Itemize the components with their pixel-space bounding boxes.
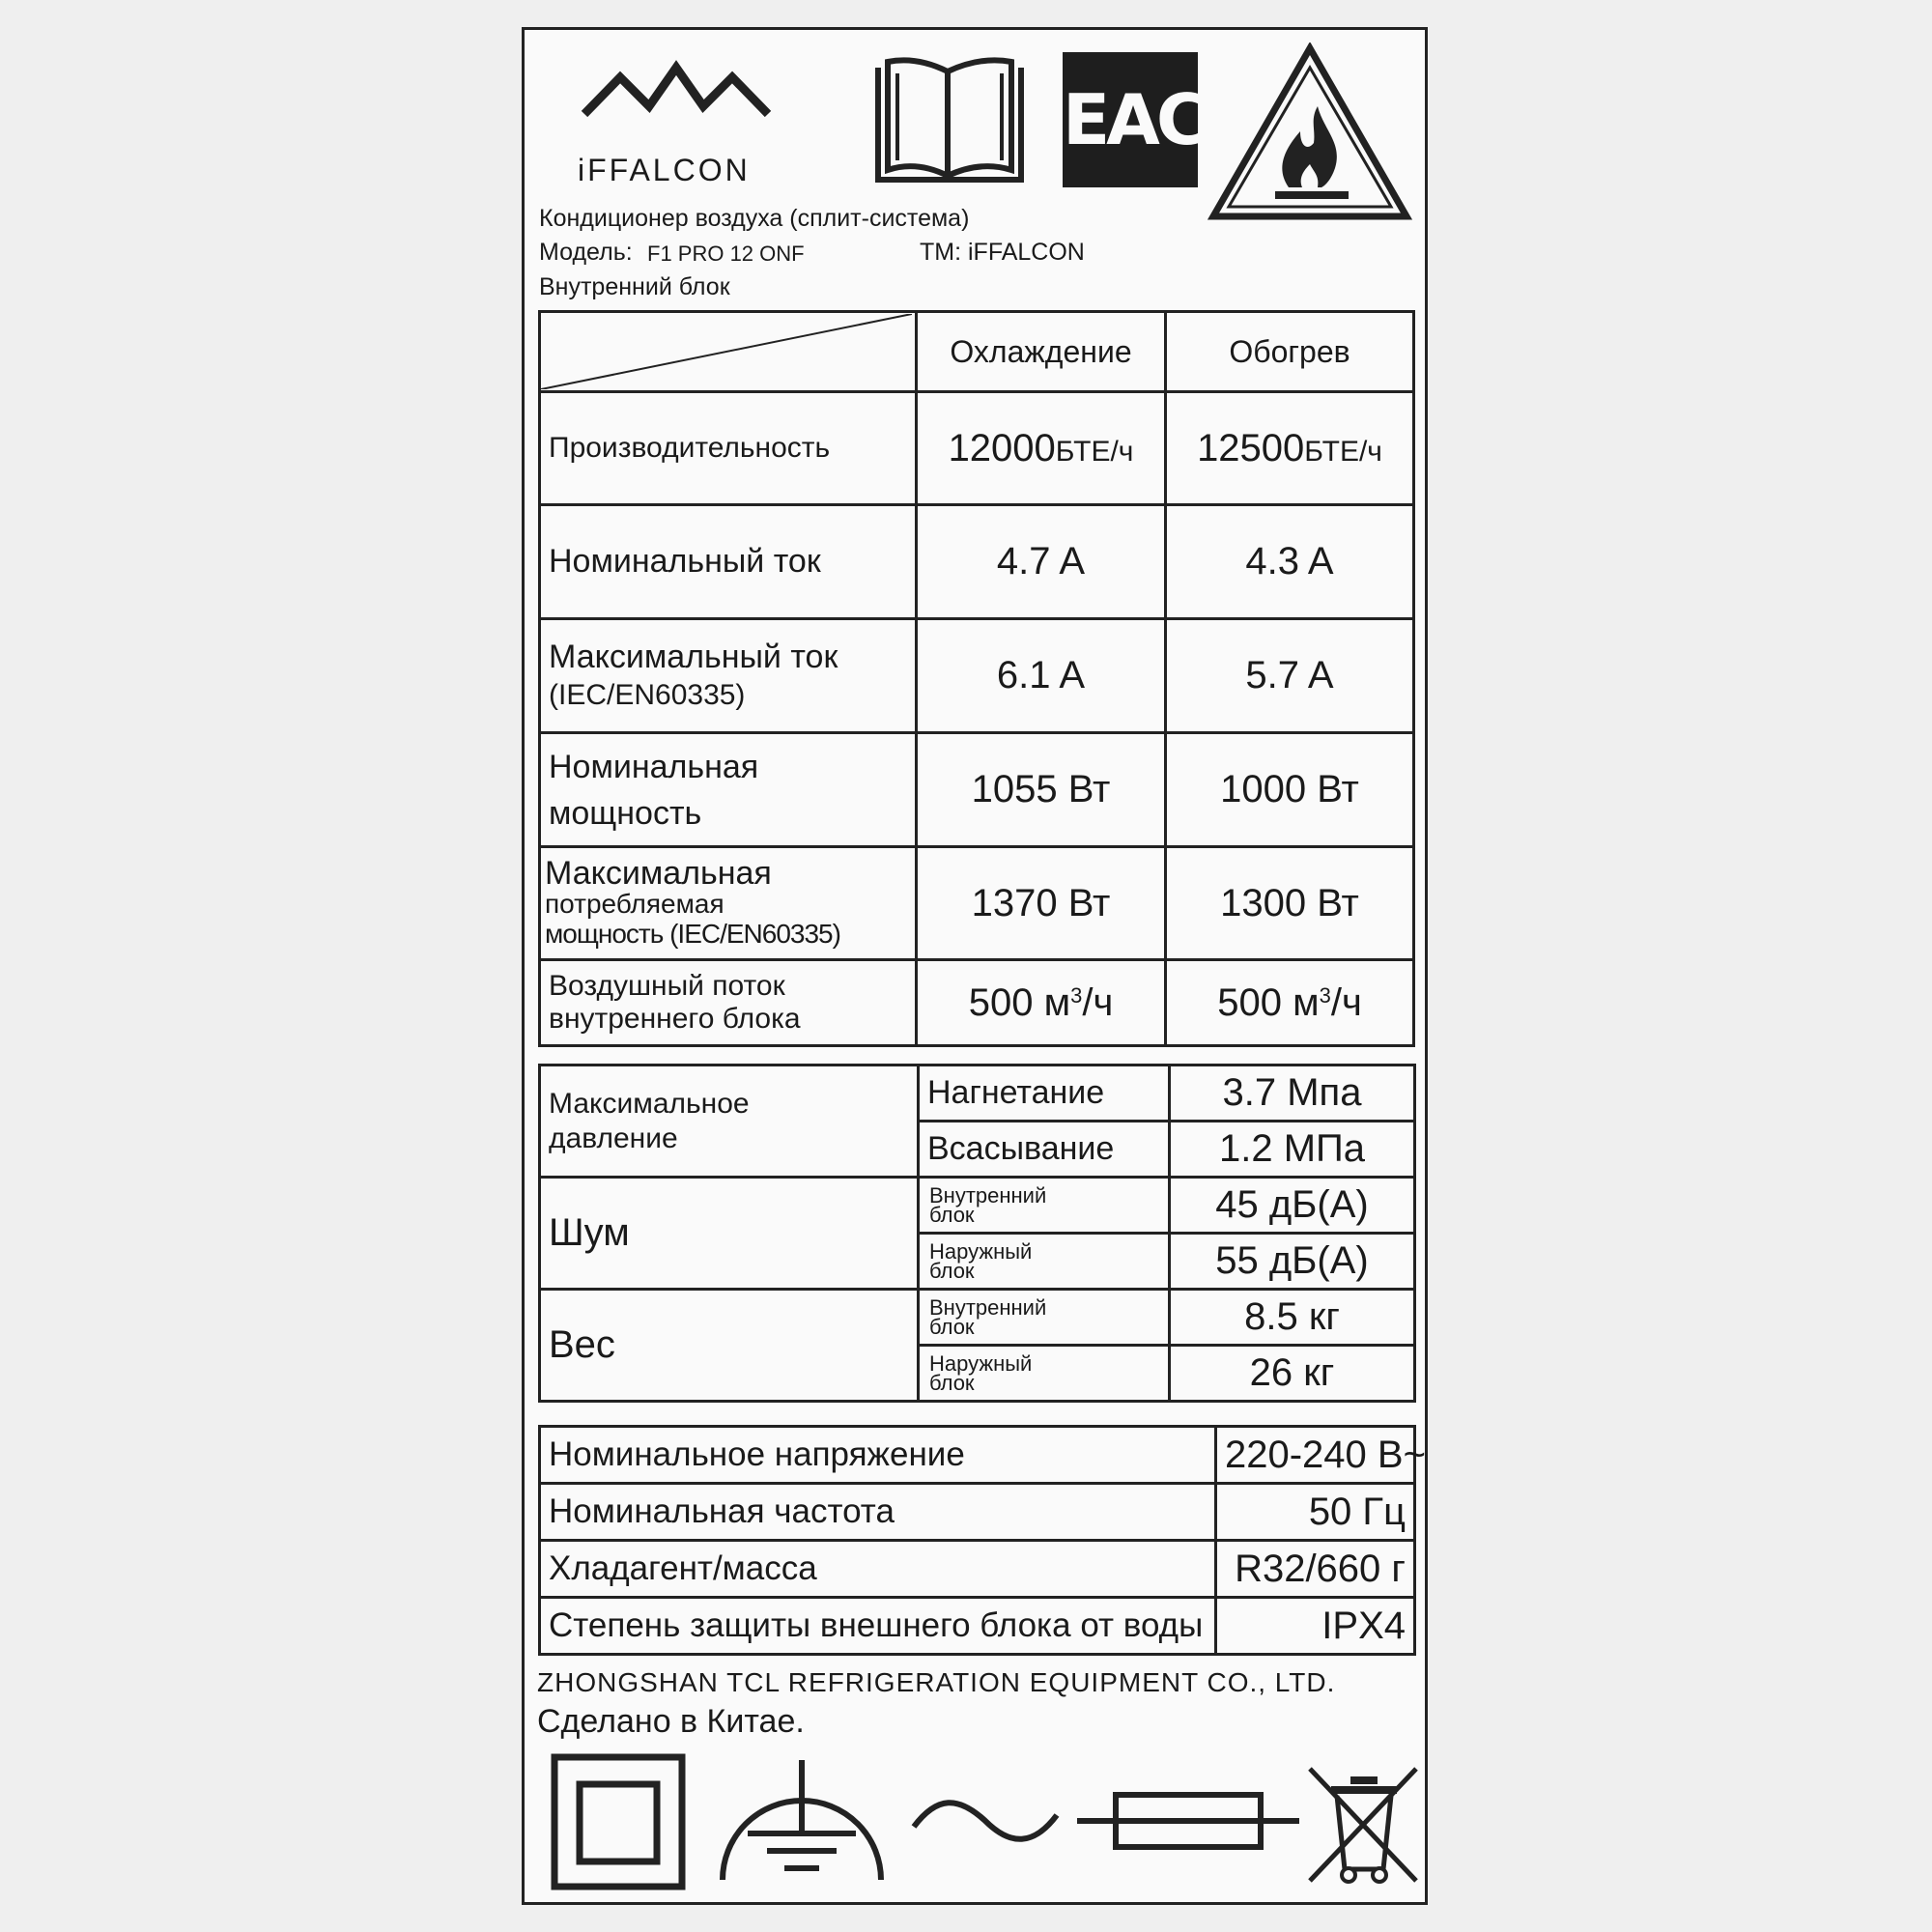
table-row — [540, 1290, 1415, 1346]
outdoor-unit-label: Наружный блок — [919, 1346, 1170, 1402]
discharge-label: Нагнетание — [919, 1065, 1170, 1122]
table-row — [540, 960, 1414, 1046]
noise-indoor-value: 45 дБ(А) — [1170, 1178, 1415, 1234]
manufacturer: ZHONGSHAN TCL REFRIGERATION EQUIPMENT CO., LTD. — [537, 1667, 1336, 1697]
weight-outdoor-value: 26 кг — [1170, 1346, 1415, 1402]
table-row — [540, 505, 1414, 619]
heating-capacity-value: 12500 — [1197, 426, 1305, 469]
eac-mark-icon: EAC — [1063, 52, 1198, 187]
cooling-current: 4.7 A — [917, 505, 1166, 619]
model-label: Модель: — [539, 239, 633, 266]
table-row — [540, 733, 1414, 847]
table-row — [540, 1484, 1415, 1541]
double-insulation-icon — [551, 1753, 686, 1890]
origin: Сделано в Китае. — [537, 1703, 805, 1740]
model-value: F1 PRO 12 ONF — [647, 242, 805, 266]
airflow-unit-h: /ч — [1082, 980, 1114, 1024]
cooling-capacity-unit: БТЕ/ч — [1055, 435, 1134, 468]
weee-bin-icon — [1306, 1763, 1420, 1889]
heating-capacity-unit: БТЕ/ч — [1304, 435, 1382, 468]
cooling-max-power: 1370 Вт — [917, 847, 1166, 960]
weight-label: Вес — [540, 1290, 919, 1402]
row-label-line: мощность (IEC/EN60335) — [545, 918, 840, 949]
manual-book-icon — [872, 56, 1027, 186]
heating-capacity — [1166, 392, 1414, 505]
cooling-capacity — [917, 392, 1166, 505]
cooling-max-current: 6.1 A — [917, 619, 1166, 733]
row-label-line: Номинальная — [549, 748, 759, 785]
weight-indoor-value: 8.5 кг — [1170, 1290, 1415, 1346]
row-label-line: мощность — [549, 794, 702, 832]
flammable-warning-icon — [1208, 43, 1412, 222]
noise-outdoor-value: 55 дБ(А) — [1170, 1234, 1415, 1290]
airflow-unit: м — [1293, 980, 1320, 1024]
earth-ground-icon — [715, 1758, 889, 1884]
protection-value: IPX4 — [1216, 1598, 1415, 1655]
product-name: Кондиционер воздуха (сплит-система) — [539, 205, 970, 232]
airflow-unit-sup: 3 — [1319, 982, 1331, 1008]
indoor-unit-label: Внутренний блок — [919, 1178, 1170, 1234]
table-row — [540, 1598, 1415, 1655]
airflow-unit: м — [1043, 980, 1071, 1024]
cooling-capacity-value: 12000 — [948, 426, 1056, 469]
table-row — [540, 1065, 1415, 1122]
airflow-unit-h: /ч — [1330, 980, 1362, 1024]
heating-airflow — [1166, 960, 1414, 1046]
suction-label: Всасывание — [919, 1122, 1170, 1178]
row-label: Производительность — [540, 392, 917, 505]
cooling-airflow — [917, 960, 1166, 1046]
table-row — [540, 1541, 1415, 1598]
unit-type: Внутренний блок — [539, 273, 730, 300]
cooling-power: 1055 Вт — [917, 733, 1166, 847]
alternating-current-icon — [908, 1792, 1063, 1850]
parameters-table — [538, 1064, 1416, 1403]
col-heating: Обогрев — [1166, 312, 1414, 392]
pressure-label: Максимальное давление — [540, 1065, 919, 1178]
frequency-label: Номинальная частота — [540, 1484, 1216, 1541]
iffalcon-logo-icon — [580, 48, 773, 126]
row-label-line: внутреннего блока — [549, 1003, 801, 1035]
table-row — [540, 1427, 1415, 1484]
discharge-value: 3.7 Мпа — [1170, 1065, 1415, 1122]
row-label-line: (IEC/EN60335) — [549, 678, 746, 711]
heating-max-current: 5.7 A — [1166, 619, 1414, 733]
table-row — [540, 1178, 1415, 1234]
refrigerant-label: Хладагент/масса — [540, 1541, 1216, 1598]
heating-power: 1000 Вт — [1166, 733, 1414, 847]
outdoor-unit-label: Наружный блок — [919, 1234, 1170, 1290]
suction-value: 1.2 МПа — [1170, 1122, 1415, 1178]
voltage-value: 220-240 В~ — [1216, 1427, 1415, 1484]
airflow-unit-sup: 3 — [1070, 982, 1083, 1008]
row-label: Номинальный ток — [540, 505, 917, 619]
performance-table — [538, 310, 1415, 1047]
row-label-line: потребляемая — [545, 888, 724, 919]
col-cooling: Охлаждение — [917, 312, 1166, 392]
noise-label: Шум — [540, 1178, 919, 1290]
heating-current: 4.3 A — [1166, 505, 1414, 619]
heating-max-power: 1300 Вт — [1166, 847, 1414, 960]
brand-name: iFFALCON — [578, 153, 751, 187]
row-label — [540, 960, 917, 1046]
frequency-value: 50 Гц — [1216, 1484, 1415, 1541]
protection-label: Степень защиты внешнего блока от воды — [540, 1598, 1216, 1655]
cooling-airflow-value: 500 — [968, 980, 1034, 1024]
table-row — [540, 392, 1414, 505]
heating-airflow-value: 500 — [1217, 980, 1282, 1024]
row-label-line: Воздушный поток — [549, 970, 785, 1002]
row-label-line: Максимальная — [545, 854, 772, 892]
row-label — [540, 733, 917, 847]
fuse-icon — [1077, 1787, 1299, 1855]
corner-cell — [540, 312, 917, 392]
refrigerant-value: R32/660 г — [1216, 1541, 1415, 1598]
trademark: TM: iFFALCON — [920, 239, 1085, 266]
voltage-label: Номинальное напряжение — [540, 1427, 1216, 1484]
row-label — [540, 619, 917, 733]
row-label — [540, 847, 917, 960]
row-label-line: Максимальный ток — [549, 638, 838, 675]
indoor-unit-label: Внутренний блок — [919, 1290, 1170, 1346]
electrical-table — [538, 1425, 1426, 1656]
table-row — [540, 847, 1414, 960]
table-row — [540, 619, 1414, 733]
